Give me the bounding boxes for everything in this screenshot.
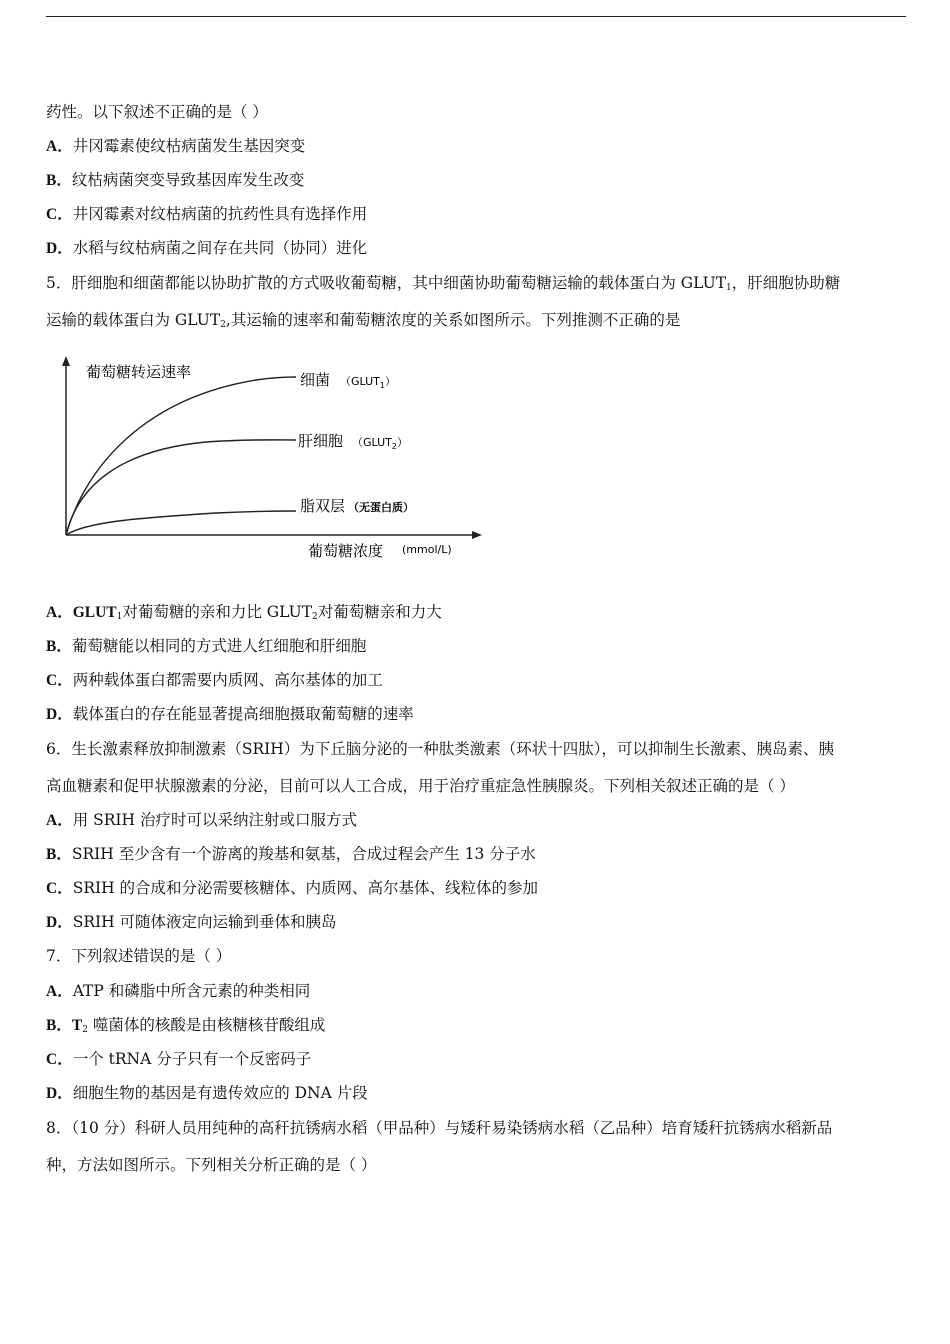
q5-stem-line1: 5．肝细胞和细菌都能以协助扩散的方式吸收葡萄糖，其中细菌协助葡萄糖运输的载体蛋白为 $GLUT_1$，肝细胞协助糖	[46, 274, 841, 293]
q7-option-d: D．细胞生物的基因是有遗传效应的 DNA 片段	[46, 1084, 368, 1102]
curve-liver-cell	[66, 440, 296, 535]
y-axis-label: 葡萄糖转运速率	[86, 363, 192, 381]
header-rule	[46, 16, 906, 17]
q6-stem-line2: 高血糖素和促甲状腺激素的分泌，目前可以人工合成，用于治疗重症急性胰腺炎。下列相关叙述正确的是（ ）	[46, 777, 795, 795]
q5-option-c: C．两种载体蛋白都需要内质网、高尔基体的加工	[46, 671, 383, 689]
x-axis-label: 葡萄糖浓度	[308, 542, 384, 560]
x-axis-unit: (mmol/L)	[402, 543, 452, 556]
q7-option-c: C．一个 tRNA 分子只有一个反密码子	[46, 1050, 312, 1068]
q5-option-b: B．葡萄糖能以相同的方式进人红细胞和肝细胞	[46, 637, 367, 655]
q4-option-c: C．井冈霉素对纹枯病菌的抗药性具有选择作用	[46, 205, 368, 223]
q5-stem-line2: 运输的载体蛋白为 $GLUT_2$,其运输的速率和葡萄糖浓度的关系如图所示。下列推测不正确的是	[46, 311, 681, 330]
curve-lipid-bilayer	[66, 511, 296, 535]
q6-option-b: B．SRIH 至少含有一个游离的羧基和氨基，合成过程会产生 13 分子水	[46, 845, 536, 863]
curve-liver-label: 肝细胞	[298, 432, 344, 450]
q5-option-d: D．载体蛋白的存在能显著提高细胞摄取葡萄糖的速率	[46, 705, 414, 723]
q4-option-d: D．水稻与纹枯病菌之间存在共同（协同）进化	[46, 239, 368, 257]
curve-bacteria-carrier: $(GLUT_1)$	[340, 375, 396, 390]
q4-stem-tail: 药性。以下叙述不正确的是（ ）	[46, 103, 268, 121]
q7-stem: 7．下列叙述错误的是（ ）	[46, 947, 232, 965]
y-axis-arrow	[62, 356, 70, 366]
q6-stem-line1: 6．生长激素释放抑制激素（SRIH）为下丘脑分泌的一种肽类激素（环状十四肽），可以抑制生长激素、胰岛素、胰	[46, 740, 835, 758]
curve-lipid-note: （无蛋白质）	[348, 501, 414, 514]
q5-option-a: A．$GLUT_1$对葡萄糖的亲和力比 $GLUT_2$对葡萄糖亲和力大	[46, 603, 442, 622]
q6-option-d: D．SRIH 可随体液定向运输到垂体和胰岛	[46, 913, 337, 931]
glucose-transport-graph	[46, 350, 486, 570]
q4-option-a: A．井冈霉素使纹枯病菌发生基因突变	[46, 137, 306, 155]
x-axis-arrow	[472, 531, 482, 539]
curve-lipid-label: 脂双层	[300, 497, 346, 515]
q8-stem-line2: 种，方法如图所示。下列相关分析正确的是（ ）	[46, 1156, 377, 1174]
q4-option-b: B．纹枯病菌突变导致基因库发生改变	[46, 171, 305, 189]
curve-bacteria-label: 细菌	[300, 371, 331, 389]
q6-option-a: A．用 SRIH 治疗时可以采纳注射或口服方式	[46, 811, 357, 829]
q7-option-a: A．ATP 和磷脂中所含元素的种类相同	[46, 982, 311, 1000]
q6-option-c: C．SRIH 的合成和分泌需要核糖体、内质网、高尔基体、线粒体的参加	[46, 879, 539, 897]
q8-stem-line1: 8．（10 分）科研人员用纯种的高秆抗锈病水稻（甲品种）与矮秆易染锈病水稻（乙品种）培育矮秆抗锈病水稻新品	[46, 1119, 833, 1137]
q7-option-b: B．$T_2$ 噬菌体的核酸是由核糖核苷酸组成	[46, 1016, 326, 1035]
curve-liver-carrier: $(GLUT_2)$	[352, 436, 408, 451]
